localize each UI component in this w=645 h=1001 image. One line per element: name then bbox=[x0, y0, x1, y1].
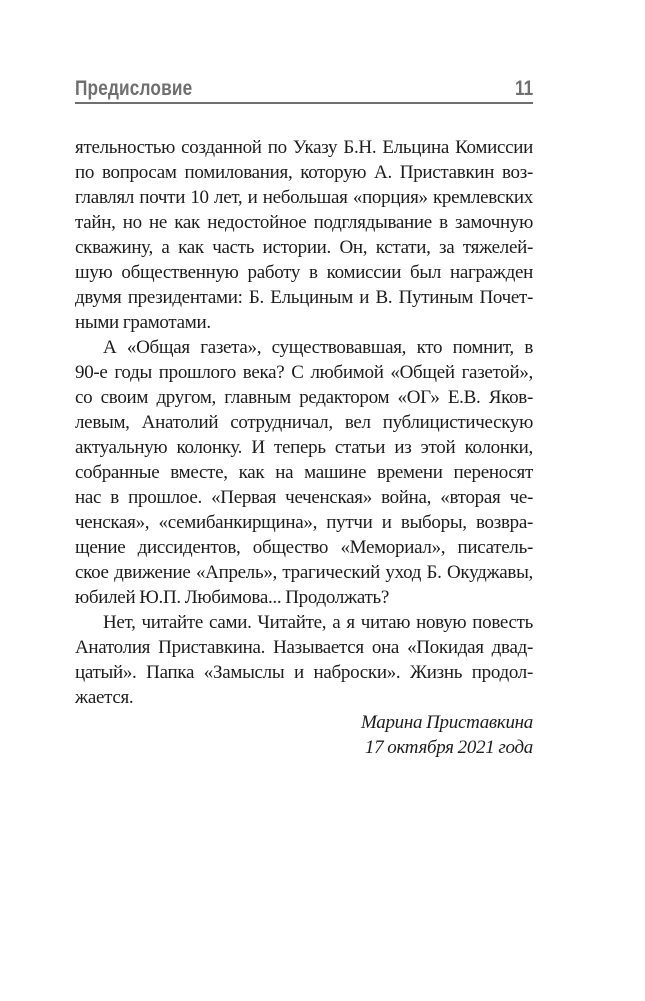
text-line: собранные вместе, как на машине времени переносят bbox=[75, 462, 533, 483]
paragraph bbox=[75, 135, 533, 335]
text-line: тайн, но не как недостойное подглядывание в замочную bbox=[75, 212, 533, 233]
page-number: 11 bbox=[514, 77, 533, 100]
text-line: со своим другом, главным редактором «ОГ» Е.В. Яков- bbox=[75, 387, 533, 408]
paragraph bbox=[75, 335, 533, 610]
running-head bbox=[75, 77, 533, 104]
chapter-title: Предисловие bbox=[75, 77, 193, 100]
text-line: щение диссидентов, общество «Мемориал», писатель- bbox=[75, 537, 533, 558]
text-line: ченская», «семибанкирщина», путчи и выборы, возвра- bbox=[75, 512, 533, 533]
text-line: левым, Анатолий сотрудничал, вел публицистическую bbox=[75, 412, 533, 433]
signature-date: 17 октября 2021 года bbox=[364, 737, 533, 758]
text-line: ятельностью созданной по Указу Б.Н. Ельцина Комиссии bbox=[75, 137, 533, 158]
text-line: ское движение «Апрель», трагический уход Б. Окуджавы, bbox=[75, 562, 533, 583]
text-line: главлял почти 10 лет, и небольшая «порция» кремлевских bbox=[75, 187, 533, 208]
text-line: шую общественную работу в комиссии был награжден bbox=[75, 262, 533, 283]
paragraph bbox=[75, 610, 533, 710]
text-line: цатый». Папка «Замыслы и наброски». Жизнь продол- bbox=[75, 662, 533, 683]
body-text bbox=[75, 135, 533, 760]
signature-block bbox=[75, 710, 533, 760]
text-line: Анатолия Приставкина. Называется она «Покидая двад- bbox=[75, 637, 533, 658]
text-line: актуальную колонку. И теперь статьи из этой колонки, bbox=[75, 437, 533, 458]
text-line: А «Общая газета», существовавшая, кто помнит, в bbox=[103, 337, 533, 358]
text-line: 90-е годы прошлого века? С любимой «Общей газетой», bbox=[75, 362, 533, 383]
text-line: по вопросам помилования, которую А. Приставкин воз- bbox=[75, 162, 533, 183]
text-line: скважину, а как часть истории. Он, кстати, за тяжелей- bbox=[75, 237, 533, 258]
signature-name: Марина Приставкина bbox=[360, 712, 533, 733]
text-line: юбилей Ю.П. Любимова... Продолжать? bbox=[75, 587, 389, 608]
text-line: жается. bbox=[75, 687, 134, 708]
text-line: нас в прошлое. «Первая чеченская» война, «вторая че- bbox=[75, 487, 533, 508]
text-line: двумя президентами: Б. Ельциным и В. Путиным Почет- bbox=[75, 287, 533, 308]
text-line: ными грамотами. bbox=[75, 312, 211, 333]
text-line: Нет, читайте сами. Читайте, а я читаю новую повесть bbox=[103, 612, 533, 633]
